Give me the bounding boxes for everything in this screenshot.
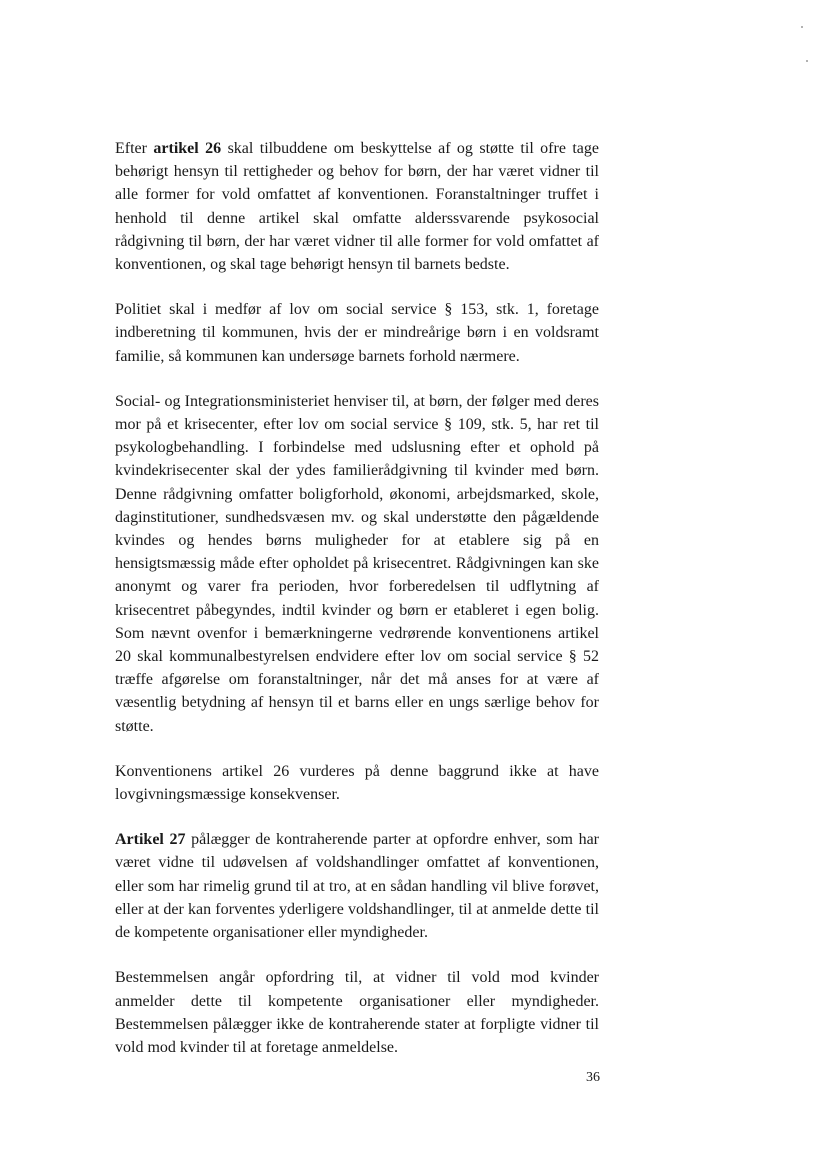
scan-speck xyxy=(806,60,808,62)
paragraph-police-reporting xyxy=(115,298,599,368)
text-run: Politiet skal i medfør af lov om social service § 153, stk. 1, foretage indberetning til kommunen, hvis der er mindreårige børn i en voldsramt familie, så kommunen kan undersøge barnets forhold nærmere. xyxy=(115,301,599,365)
page-number: 36 xyxy=(586,1070,600,1085)
text-run: skal tilbuddene om beskyttelse af og støtte til ofre tage behørigt hensyn til rettigheder og behov for børn, der har været vidner til alle former for vold omfattet af konventionen. Foranstaltninger truffet i henhold til denne artikel skal omfatte alderssvarende psykosocial rådgivning til børn, der har været vidner til alle former for vold omfattet af konventionen, og skal tage behørigt hensyn til barnets bedste. xyxy=(115,140,600,274)
text-run: Konventionens artikel 26 vurderes på denne baggrund ikke at have lovgivningsmæssige konsekvenser. xyxy=(115,762,599,804)
document-body xyxy=(115,137,599,1059)
paragraph-article-27 xyxy=(115,828,599,944)
paragraph-ministry-reference xyxy=(115,390,599,738)
paragraph-article-26-conclusion xyxy=(115,760,599,806)
text-run: Social- og Integrationsministeriet henviser til, at børn, der følger med deres mor på et krisecenter, efter lov om social service § 109, stk. 5, har ret til psykologbehandling. I forbindelse med udslusning efter et ophold på kvindekrisecenter skal der ydes familierådgivning til kvinder med børn. Denne rådgivning omfatter boligforhold, økonomi, arbejdsmarked, skole, daginstitutioner, sundhedsvæsen mv. og skal understøtte den pågældende kvindes og hendes børns muligheder for at etablere sig på en hensigtsmæssig måde efter opholdet på krisecentret. Rådgivningen kan ske anonymt og varer fra perioden, hvor forberedelsen til udflytning af krisecentret påbegyndes, indtil kvinder og børn er etableret i egen bolig. Som nævnt ovenfor i bemærkningerne vedrørende konventionens artikel 20 skal kommunalbestyrelsen endvidere efter lov om social service § 52 træffe afgørelse om foranstaltninger, når det må anses for at være af væsentlig betydning af hensyn til et barns eller en ungs særlige behov for støtte. xyxy=(115,392,599,735)
article-reference: artikel 26 xyxy=(153,140,222,157)
scan-speck xyxy=(801,26,803,28)
paragraph-article-26 xyxy=(115,137,599,276)
text-run: Efter xyxy=(115,140,154,157)
paragraph-provision-scope xyxy=(115,966,599,1059)
article-reference: Artikel 27 xyxy=(115,831,186,849)
text-run: pålægger de kontraherende parter at opfordre enhver, som har været vidne til udøvelsen af voldshandlinger omfattet af konventionen, eller som har rimelig grund til at tro, at en sådan handling vil blive forøvet, eller at der kan forventes yderligere voldshandlinger, til at anmelde dette til de kompetente organisationer eller myndigheder. xyxy=(115,831,599,942)
text-run: Bestemmelsen angår opfordring til, at vidner til vold mod kvinder anmelder dette til kompetente organisationer eller myndigheder. Bestemmelsen pålægger ikke de kontraherende stater at forpligte vidner til vold mod kvinder til at foretage anmeldelse. xyxy=(115,969,599,1056)
